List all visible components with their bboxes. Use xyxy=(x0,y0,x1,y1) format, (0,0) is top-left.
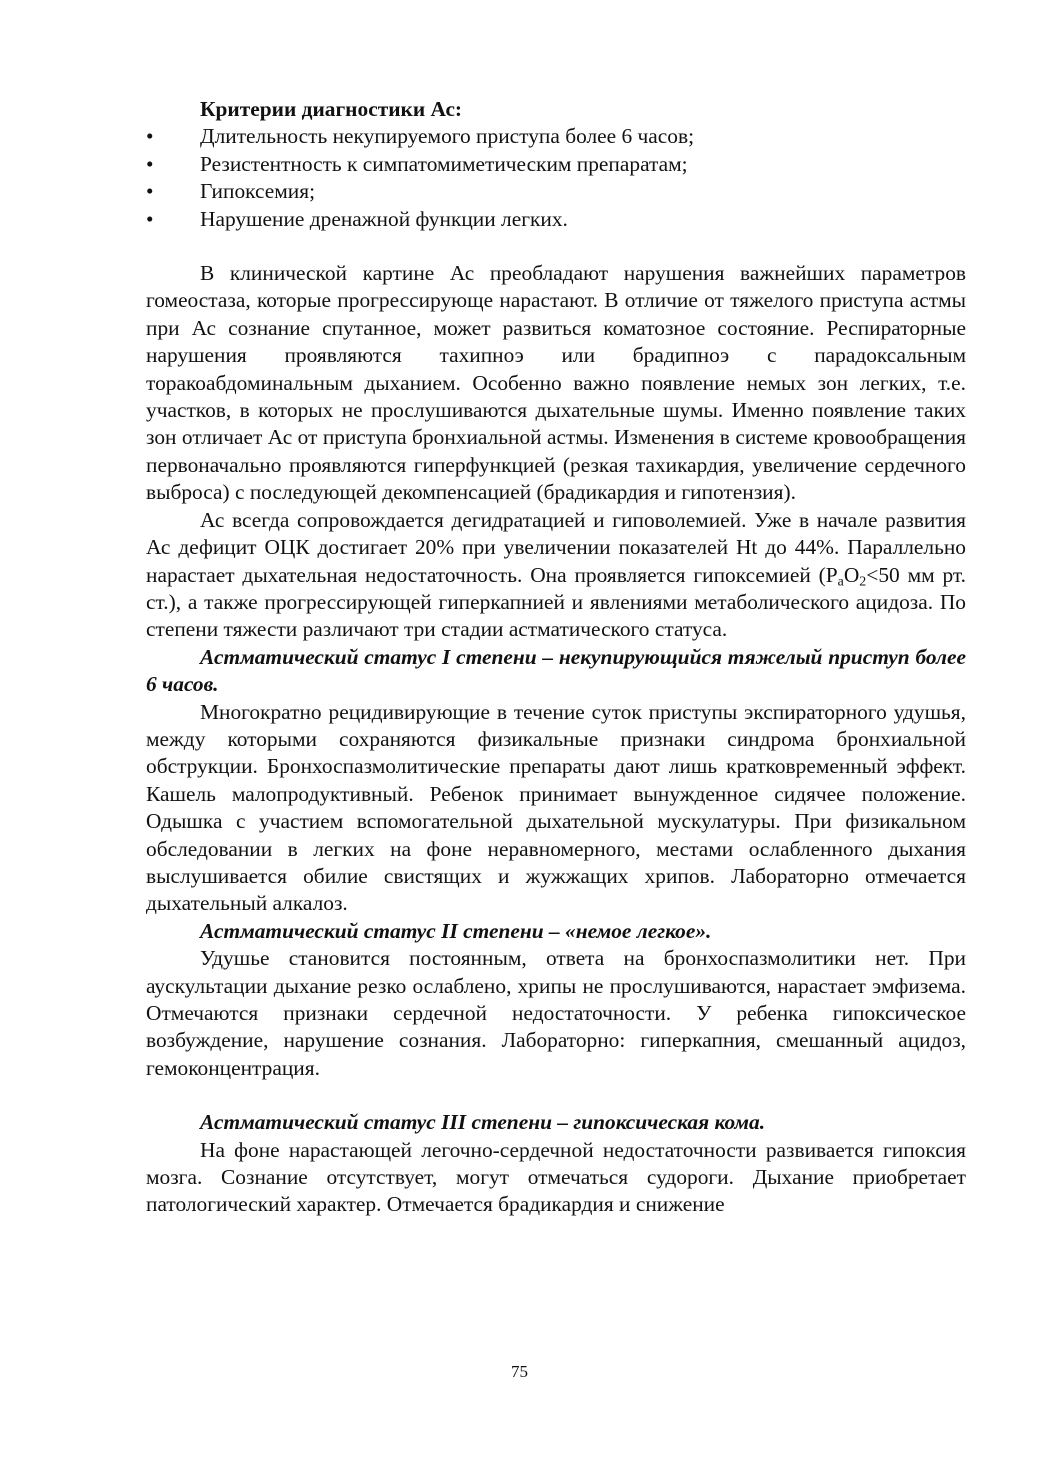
spacer xyxy=(146,233,966,260)
dehydration-paragraph xyxy=(146,507,966,644)
criteria-item-text: Длительность некупируемого приступа более 6 часов; xyxy=(200,124,695,149)
oxygen-symbol: O xyxy=(843,562,860,587)
criteria-list xyxy=(146,123,966,233)
status-3-text: На фоне нарастающей легочно-сердечной недостаточности развивается гипоксия мозга. Сознание отсутствует, могут отмечаться судороги. Дыхание приобретает патологический характер. Отмечается брадикардия и снижение xyxy=(146,1137,966,1217)
subscript-a: a xyxy=(837,573,844,589)
dehydration-text-start: Ас всегда сопровождается дегидратацией и гиповолемией. Уже в начале развития Ас дефицит ОЦК достигает 20% при увеличении показателей Ht до 44%. Параллельно нарастает дыхательная недостаточность. Она проявляется гипоксемией (P xyxy=(146,507,966,587)
spacer xyxy=(146,1082,966,1109)
criteria-item xyxy=(146,206,966,233)
status-1-text: Многократно рецидивирующие в течение суток приступы экспираторного удушья, между которыми сохраняются физикальные признаки синдрома бронхиальной обструкции. Бронхоспазмолитические препараты дают лишь кратковременный эффект. Кашель малопродуктивный. Ребенок принимает вынужденное сидячее положение. Одышка с участием вспомогательной дыхательной мускулатуры. При физикальном обследовании в легких на фоне неравномерного, местами ослабленного дыхания выслушивается обилие свистящих и жужжащих хрипов. Лабораторно отмечается дыхательный алкалоз. xyxy=(146,699,966,916)
subscript-2: 2 xyxy=(859,573,867,589)
status-2-text: Удушье становится постоянным, ответа на бронхоспазмолитики нет. При аускультации дыхание резко ослаблено, хрипы не прослушиваются, нарастает эмфизема. Отмечаются признаки сердечной недостаточности. У ребенка гипоксическое возбуждение, нарушение сознания. Лабораторно: гиперкапния, смешанный ацидоз, гемоконцентрация. xyxy=(146,946,966,1080)
criteria-item-text: Резистентность к симпатомиметическим препаратам; xyxy=(200,151,688,176)
status-3-title: Астматический статус III степени – гипоксическая кома. xyxy=(200,1110,766,1135)
status-1-title: Астматический статус I степени – некупирующийся тяжелый приступ более 6 часов. xyxy=(146,644,966,697)
dehydration-text-end: <50 мм рт. ст.), а также прогрессирующей гиперкапнией и явлениями метаболического ацидоза. По степени тяжести различают три стадии астматического статуса. xyxy=(146,562,966,642)
criteria-item-text: Гипоксемия; xyxy=(200,179,316,204)
status-2-title: Астматический статус II степени – «немое легкое». xyxy=(200,918,712,943)
bullet-icon: • xyxy=(146,124,154,149)
bullet-icon: • xyxy=(146,179,154,204)
criteria-item-text: Нарушение дренажной функции легких. xyxy=(200,206,568,231)
bullet-icon: • xyxy=(146,151,154,176)
criteria-heading: Критерии диагностики Ас: xyxy=(200,97,463,121)
clinical-picture-paragraph: В клинической картине Ас преобладают нарушения важнейших параметров гомеостаза, которые прогрессирующе нарастают. В отличие от тяжелого приступа астмы при Ас сознание спутанное, может развиться коматозное состояние. Респираторные нарушения проявляются тахипноэ или брадипноэ с парадоксальным торакоабдоминальным дыханием. Особенно важно появление немых зон легких, т.е. участков, в которых не прослушиваются дыхательные шумы. Именно появление таких зон отличает Ас от приступа бронхиальной астмы. Изменения в системе кровообращения первоначально проявляются гиперфункцией (резкая тахикардия, увеличение сердечного выброса) с последующей декомпенсацией (брадикардия и гипотензия). xyxy=(146,261,966,505)
page-content xyxy=(146,96,966,1219)
criteria-item xyxy=(146,178,966,205)
page-number: 75 xyxy=(511,1362,528,1381)
criteria-item xyxy=(146,123,966,150)
bullet-icon: • xyxy=(146,206,154,231)
criteria-item xyxy=(146,151,966,178)
